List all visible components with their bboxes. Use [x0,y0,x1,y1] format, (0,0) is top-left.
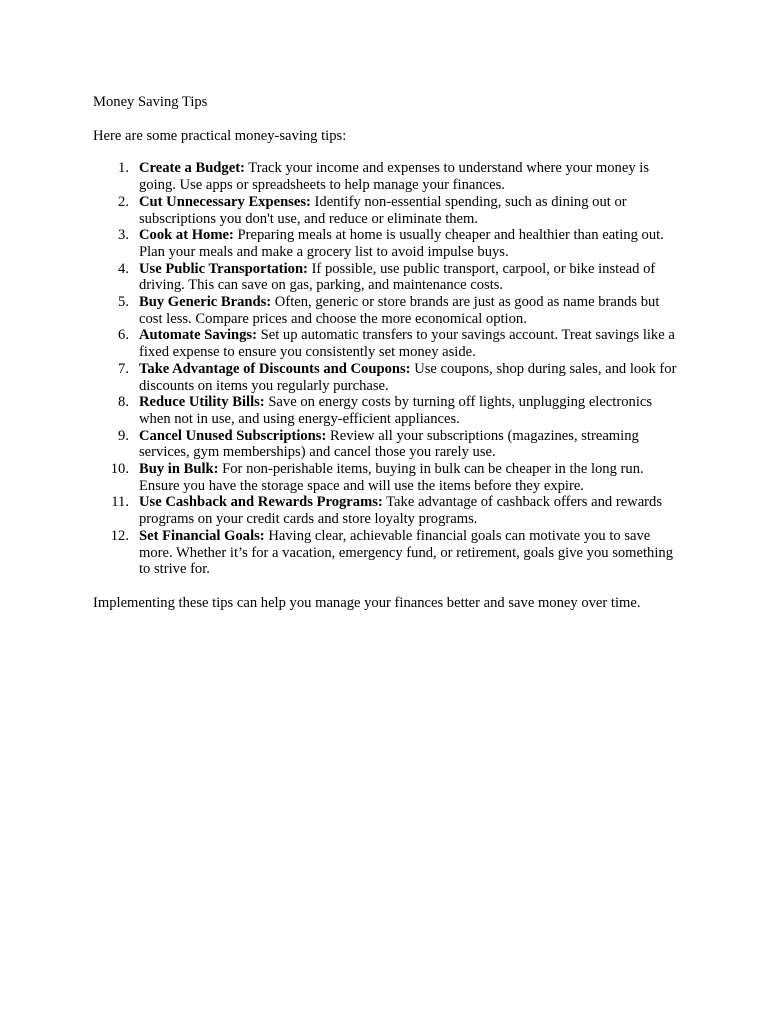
list-item-number: 3. [118,227,129,244]
tip-heading: Cook at Home: [139,227,234,244]
tip-heading: Use Public Transportation: [139,260,308,277]
list-item [93,194,683,227]
list-item [93,227,683,260]
tip-text: Take advantage of cashback offers and rewards programs on your credit cards and store loyalty programs. [139,494,663,528]
tip-heading: Reduce Utility Bills: [139,394,265,411]
tip-text: Track your income and expenses to understand where your money is going. Use apps or spreadsheets to help manage your finances. [139,160,650,194]
tip-text: Identify non-essential spending, such as dining out or subscriptions you don't use, and reduce or eliminate them. [139,193,627,227]
list-item [93,327,683,360]
tip-heading: Cancel Unused Subscriptions: [139,427,327,444]
tip-text: Use coupons, shop during sales, and look for discounts on items you regularly purchase. [139,360,677,394]
tip-heading: Set Financial Goals: [139,527,265,544]
list-item [93,261,683,294]
list-item-number: 2. [118,193,129,210]
list-item-number: 6. [118,327,129,344]
list-item [93,528,683,578]
list-item [93,461,683,494]
list-item-number: 11. [111,494,129,511]
tips-list [93,160,683,578]
list-item-number: 10. [110,461,129,478]
intro-paragraph: Here are some practical money-saving tips: [93,127,347,144]
tip-text: Save on energy costs by turning off lights, unplugging electronics when not in use, and using energy-efficient appliances. [139,394,653,427]
tip-text: If possible, use public transport, carpool, or bike instead of driving. This can save on gas, parking, and maintenance costs. [139,260,656,294]
tip-heading: Cut Unnecessary Expenses: [139,193,311,210]
list-item [93,361,683,394]
list-item-number: 9. [118,427,129,444]
list-item-number: 1. [118,160,129,177]
tip-heading: Buy Generic Brands: [139,294,272,311]
tip-text: Set up automatic transfers to your savings account. Treat savings like a fixed expense to ensure you consistently set money aside. [139,327,675,361]
tip-heading: Buy in Bulk: [139,461,219,478]
tip-text: Preparing meals at home is usually cheaper and healthier than eating out. Plan your meals and make a grocery list to avoid impulse buys. [139,227,664,260]
document-title: Money Saving Tips [93,94,208,110]
tip-heading: Use Cashback and Rewards Programs: [139,494,383,511]
tip-heading: Create a Budget: [139,160,245,177]
document-content [93,94,683,612]
list-item-number: 5. [118,294,129,311]
list-item-number: 7. [118,360,129,377]
list-item [93,294,683,327]
list-item [93,494,683,527]
tip-text: Often, generic or store brands are just as good as name brands but cost less. Compare prices and choose the more economical option. [139,294,660,327]
list-item [93,160,683,193]
tip-text: Having clear, achievable financial goals can motivate you to save more. Whether it’s for a vacation, emergency fund, or retirement, goals give you something to strive for. [139,527,673,578]
list-item [93,394,683,427]
closing-paragraph: Implementing these tips can help you manage your finances better and save money over time. [93,594,641,611]
list-item-number: 8. [118,394,129,411]
list-item-number: 4. [118,260,129,277]
tip-heading: Take Advantage of Discounts and Coupons: [139,360,411,377]
list-item [93,428,683,461]
tip-text: Review all your subscriptions (magazines, streaming services, gym memberships) and cancel those you rarely use. [139,427,639,461]
tip-text: For non-perishable items, buying in bulk can be cheaper in the long run. Ensure you have the storage space and will use the items before they expire. [139,461,644,494]
tip-heading: Automate Savings: [139,327,257,344]
list-item-number: 12. [110,527,129,544]
